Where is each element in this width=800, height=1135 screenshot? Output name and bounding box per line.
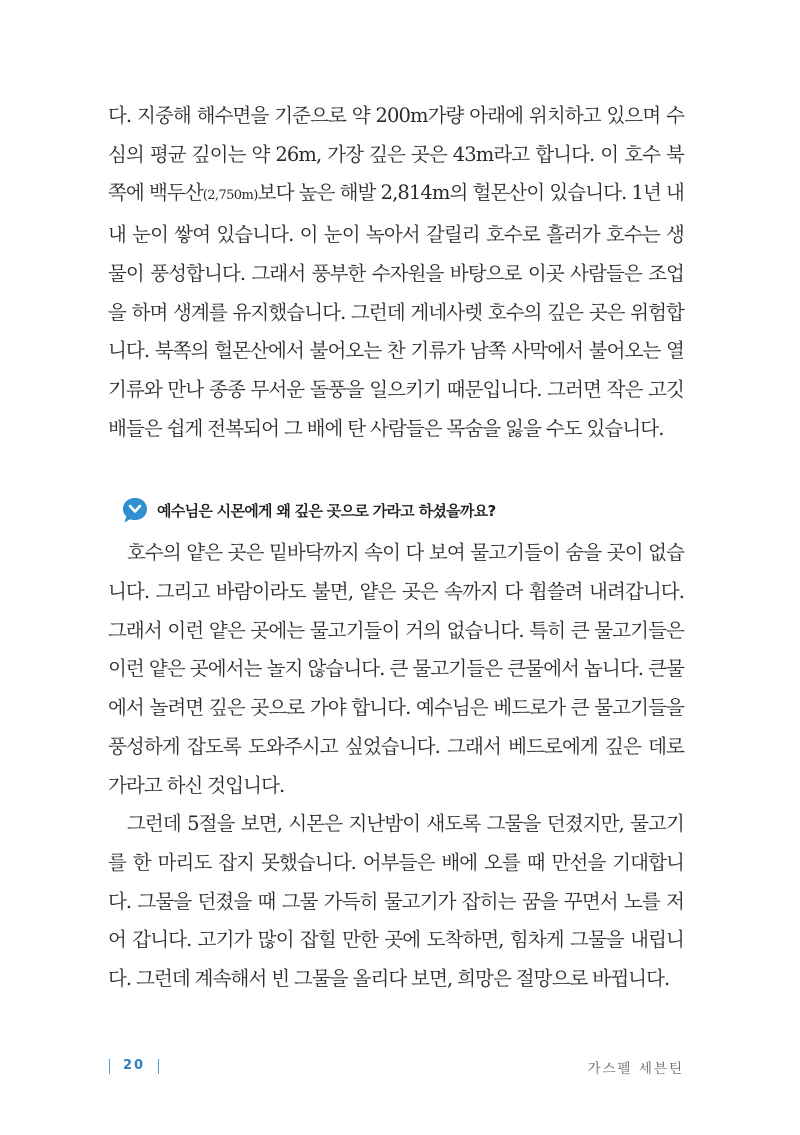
page-number: 20 bbox=[122, 1058, 146, 1073]
book-title: 가스펠 세븐틴 bbox=[587, 1061, 684, 1077]
footer-divider-left bbox=[109, 1059, 110, 1074]
speech-bubble-chevron-icon bbox=[121, 496, 149, 524]
footer-divider-right bbox=[158, 1059, 159, 1074]
body-paragraph-3: 그런데 5절을 보면, 시몬은 지난밤이 새도록 그물을 던졌지만, 물고기를 한 마리도 잡지 못했습니다. 어부들은 배에 오를 때 만선을 기대합니다. 그물을 던졌을 때 그물 가득히 물고기가 잡히는 꿈을 꾸면서 노를 저어 갑니다. 고기가 많이 잡힐 만한 곳에 도착하면, 힘차게 그물을 내립니다. 그런데 계속해서 빈 그물을 올리다 보면, 희망은 절망으로 바뀝니다. bbox=[108, 812, 684, 991]
section-heading-text: 예수님은 시몬에게 왜 깊은 곳으로 가라고 하셨을까요? bbox=[157, 501, 496, 520]
page-footer bbox=[0, 1052, 800, 1082]
paragraph-1-text: 다. 지중해 해수면을 기준으로 약 200m가량 아래에 위치하고 있으며 수심의 평균 깊이는 약 26m, 가장 깊은 곳은 43m라고 합니다. 이 호수 북쪽에 백두산 bbox=[108, 104, 684, 205]
page-content bbox=[108, 97, 684, 999]
body-paragraph-1 bbox=[108, 97, 684, 448]
paragraph-1-text-cont: 보다 높은 해발 2,814m의 헐몬산이 있습니다. 1년 내내 눈이 쌓여 있습니다. 이 눈이 녹아서 갈릴리 호수로 흘러가 호수는 생물이 풍성합니다. 그래서 풍부한 수자원을 바탕으로 이곳 사람들은 조업을 하며 생계를 유지했습니다. 그런데 게네사렛 호수의 깊은 곳은 위험합니다. 북쪽의 헐몬산에서 불어오는 찬 기류가 남쪽 사막에서 불어오는 열 기류와 만나 종종 무서운 돌풍을 일으키기 때문입니다. 그러면 작은 고깃배들은 쉽게 전복되어 그 배에 탄 사람들은 목숨을 잃을 수도 있습니다. bbox=[108, 181, 684, 440]
section-heading bbox=[108, 492, 684, 528]
body-paragraph-2: 호수의 얕은 곳은 밑바닥까지 속이 다 보여 물고기들이 숨을 곳이 없습니다. 그리고 바람이라도 불면, 얕은 곳은 속까지 다 휩쓸려 내려갑니다. 그래서 이런 얕은 곳에는 물고기들이 거의 없습니다. 특히 큰 물고기들은 이런 얕은 곳에서는 놀지 않습니다. 큰 물고기들은 큰물에서 놉니다. 큰물에서 놀려면 깊은 곳으로 가야 합니다. 예수님은 베드로가 큰 물고기들을 풍성하게 잡도록 도와주시고 싶었습니다. 그래서 베드로에게 깊은 데로 가라고 하신 것입니다. bbox=[108, 541, 684, 797]
elevation-note: (2,750m) bbox=[202, 188, 258, 204]
